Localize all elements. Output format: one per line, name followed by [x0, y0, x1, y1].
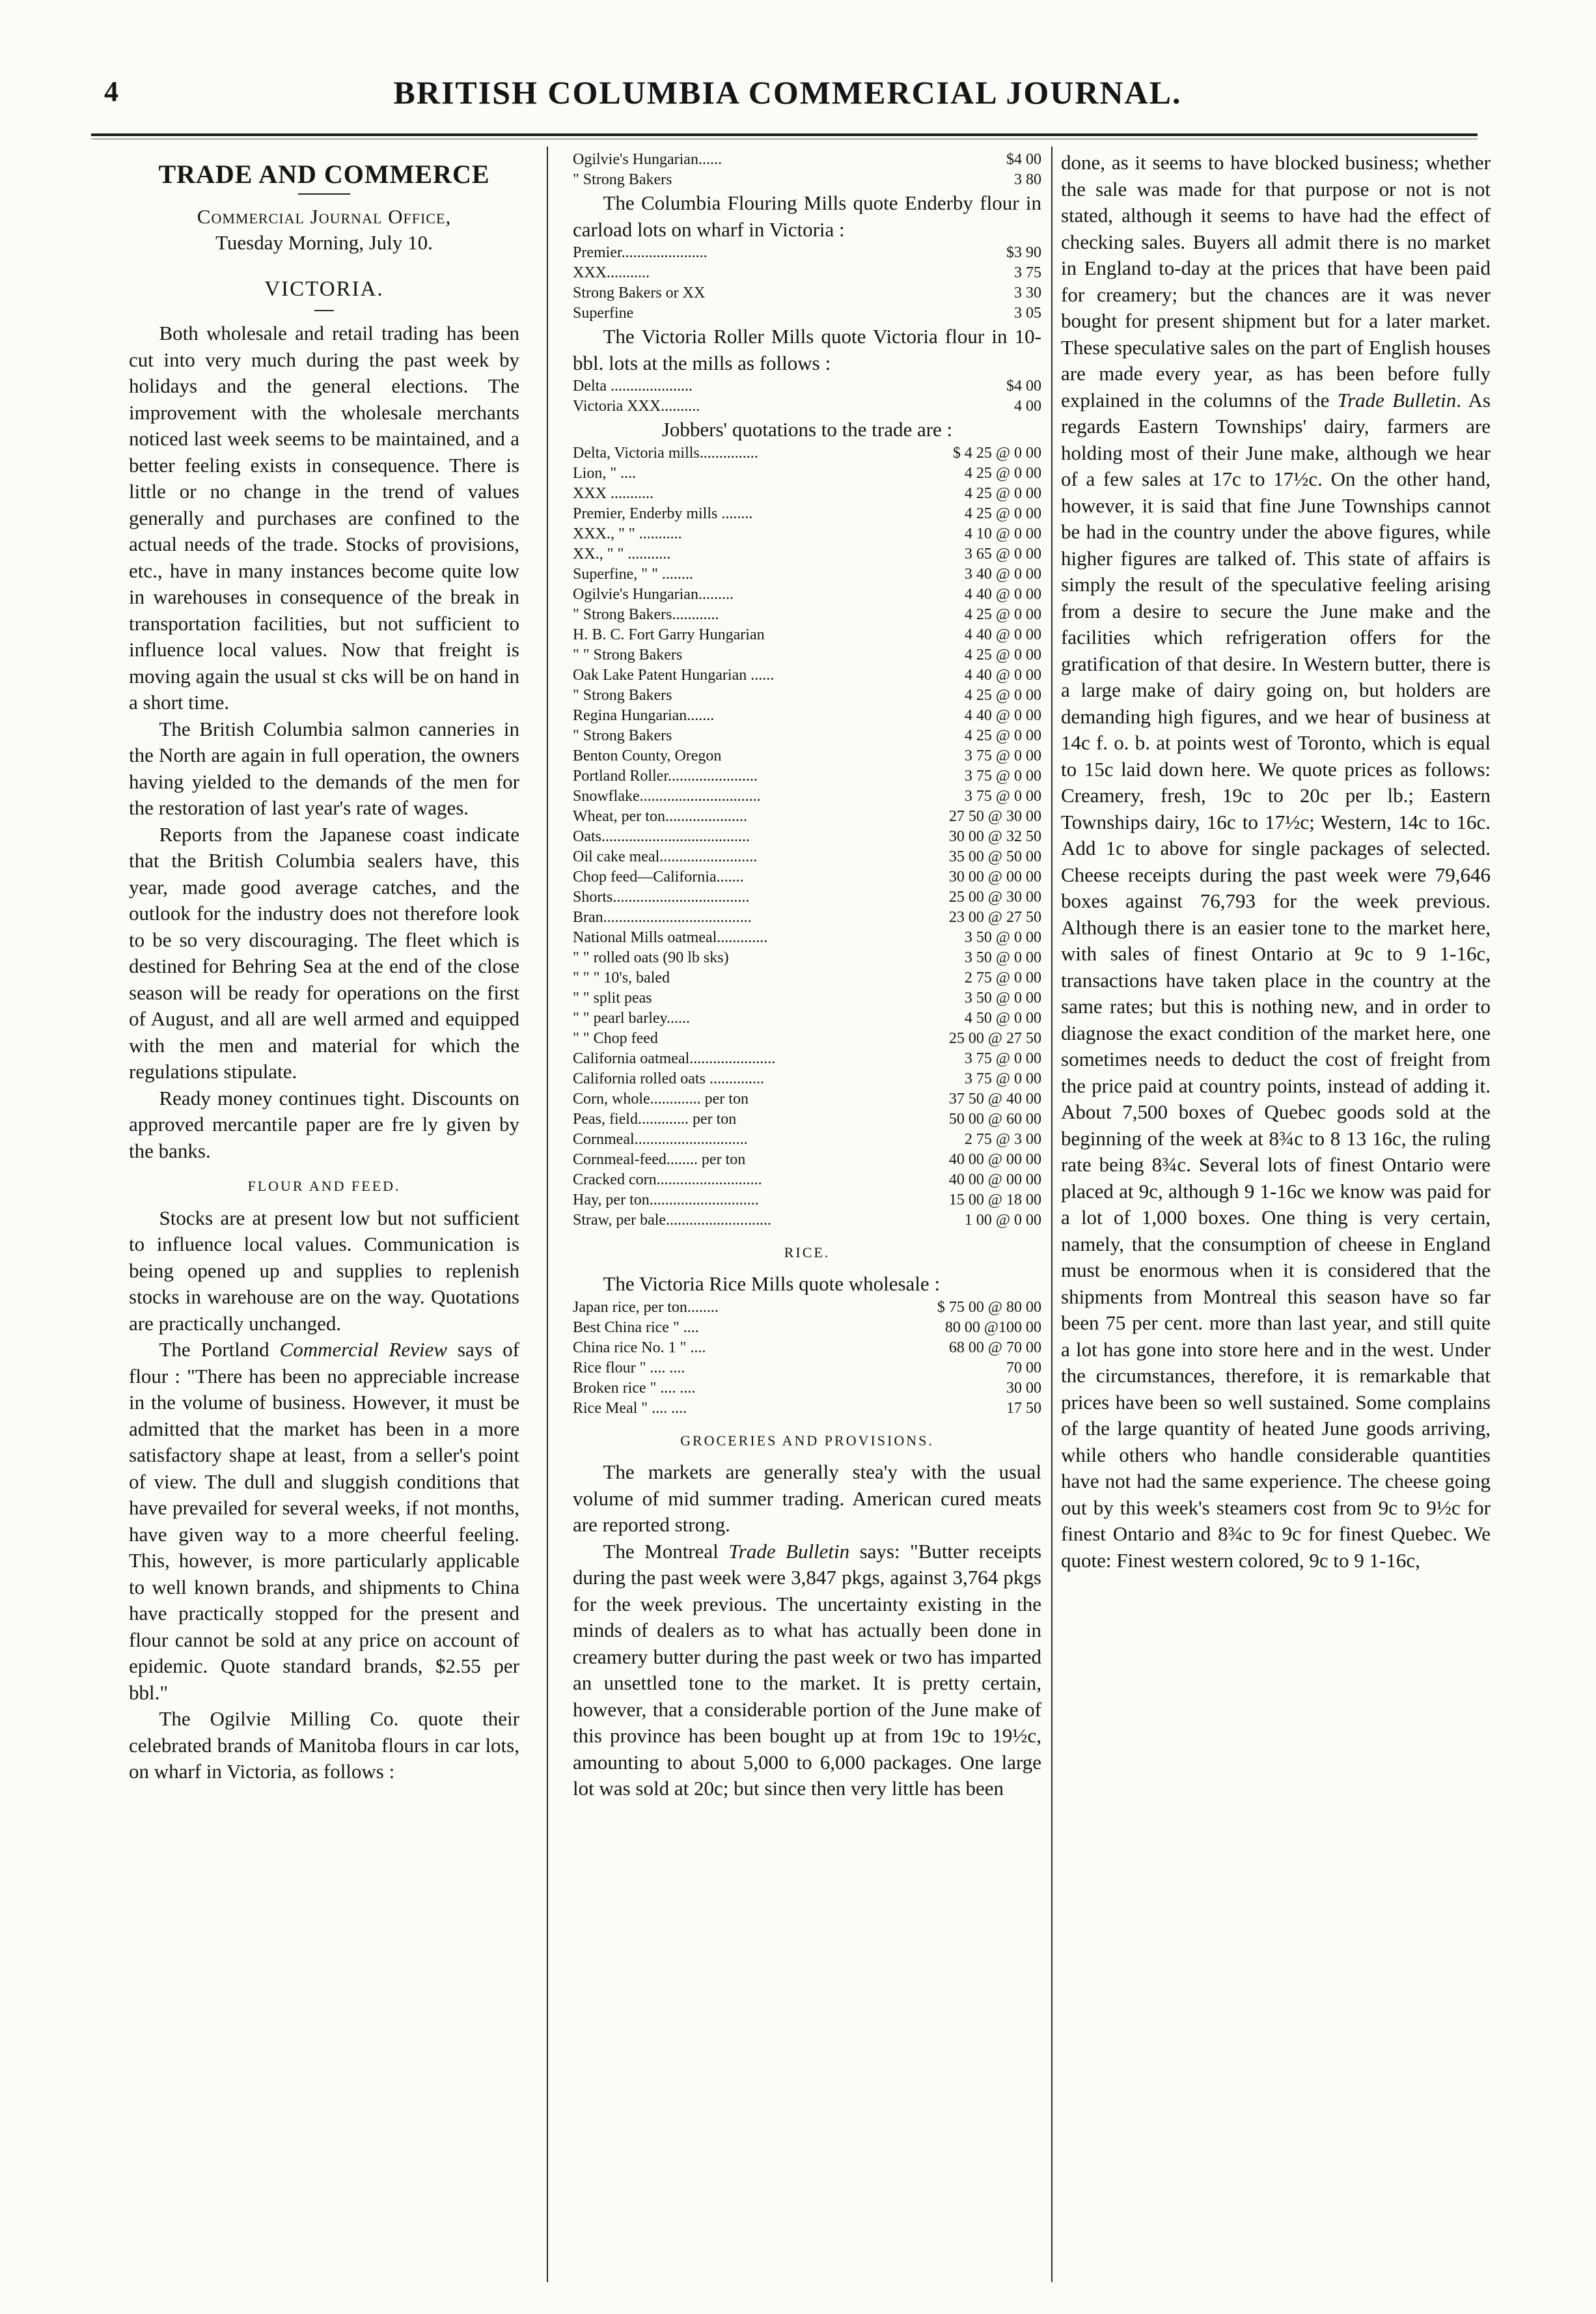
paragraph: Stocks are at present low but not sufficient to influence local values. Communication is being opened up and supplies to replenish stocks in warehouse are on the way. Quotations are practically unchanged. [129, 1206, 519, 1335]
item-price: 35 00 @ 50 00 [948, 848, 1041, 865]
item-name: XXX ........... [573, 484, 654, 502]
item-name: Portland Roller....................... [573, 767, 758, 785]
text-span: done, as it seems to have blocked business; whether the sale was made for that purpose or not is not stated, although it seems to have had the effect of checking sales. Buyers all admit there is no market in England to-day at the prices that have been paid for creamery; but the chances are it was never bought for present shipment but for a later market. These speculative sales on the part of English houses are made every year, as has been before fully explained in the columns of the [1061, 151, 1491, 411]
price-row [573, 948, 1041, 968]
item-name: Oil cake meal......................... [573, 848, 758, 865]
item-price: $4 00 [1006, 378, 1041, 395]
publication-name: Trade Bulletin [1337, 388, 1457, 411]
item-name: " " pearl barley...... [573, 1009, 690, 1027]
item-price: 3 50 @ 0 00 [964, 928, 1041, 946]
item-name: Straw, per bale........................... [573, 1211, 772, 1229]
item-price: $ 4 25 @ 0 00 [952, 444, 1041, 462]
price-row [573, 283, 1041, 303]
paragraph: The British Columbia salmon canneries in the North are again in full operation, the owners having yielded to the demands of the men for the restoration of last year's rate of wages. [129, 717, 519, 819]
price-row [573, 807, 1041, 827]
paragraph: The Victoria Roller Mills quote Victoria flour in 10-bbl. lots at the mills as follows : [573, 325, 1041, 374]
price-row [573, 565, 1041, 585]
item-name: Delta, Victoria mills............... [573, 444, 758, 462]
price-row [573, 263, 1041, 283]
price-row [573, 1358, 1041, 1378]
item-price: 40 00 @ 00 00 [948, 1171, 1041, 1188]
item-price: 4 40 @ 0 00 [964, 706, 1041, 724]
item-name: Strong Bakers or XX [573, 285, 706, 301]
item-price: 4 25 @ 0 00 [964, 646, 1041, 663]
price-row [573, 787, 1041, 807]
price-table-roller [573, 376, 1041, 417]
text-span: . As regards Eastern Townships' dairy, farmers are holding most of their June make, although we hear of a few sales at 17c to 17½c. On the other hand, however, it is said that fine June Townships cannot be had in the country under the above figures, while higher figures are talked of. This state of affairs is simply the result of the speculative feeling arising from a desire to secure the June make and the facilities which refrigeration offers for the gratification of that desire. In Western butter, there is a large make of dairy going on, but holders are demanding high figures, and we hear of business at 14c f. o. b. at points west of Toronto, which is equal to 15c laid down here. We quote prices as follows: Creamery, fresh, 19c to 20c per lb.; Eastern Townships dairy, 16c to 17½c; Western, 14c to 16c. Add 1c to above for single packages of selected. Cheese receipts during the past week were 79,646 boxes against 76,793 for the week previous. Although there is an easier tone to the market here, with sales of finest Ontario at 9c to 9 1-16c, transactions have taken place in the country at the same rates; but this is nothing new, and in order to diagnose the exact condition of the market here, one sometimes needs to deduct the cost of freight from the price paid at country points, instead of adding it. About 7,500 boxes of Quebec goods sold at the beginning of the week at 8¾c to 8 13 16c, the ruling rate being 8¾c. Several lots of finest Ontario were placed at 9c, although 9 1-16c we know was paid for a lot of 1,000 boxes. One thing is very certain, namely, that the consumption of cheese in England must be enormous when it is considered that the shipments from Montreal this season have so far been 75 per cent. more than last year, and still quite a lot has gone into store here and in the west. Under the circumstances, therefore, it is remarkable that prices have been so well sustained. Some complains of the large quantity of heated June goods arriving, while others who handle considerable quantities have not had the same experience. The cheese going out by this week's steamers cost from 9c to 9½c for finest Ontario and 8¾c to 9c for finest Quebec. We quote: Finest western colored, 9c to 9 1-16c, [1061, 388, 1491, 1572]
item-name: " " rolled oats (90 lb sks) [573, 949, 729, 966]
column-2 [573, 150, 1041, 2279]
price-table-ogilvie [573, 150, 1041, 190]
item-price: 4 40 @ 0 00 [964, 626, 1041, 643]
item-name: Cornmeal............................. [573, 1130, 748, 1148]
item-price: 3 80 [1014, 171, 1041, 188]
item-price: 27 50 @ 30 00 [948, 807, 1041, 825]
text-span: The Montreal [603, 1539, 729, 1563]
item-price: 3 75 @ 0 00 [964, 1070, 1041, 1087]
price-row [573, 170, 1041, 190]
office-line: Commercial Journal Office, [197, 204, 452, 228]
subheading-groceries: GROCERIES AND PROVISIONS. [680, 1432, 934, 1449]
price-row [573, 726, 1041, 746]
heading-rule [298, 193, 350, 195]
item-name: Japan rice, per ton........ [573, 1298, 719, 1316]
item-price: 3 75 @ 0 00 [964, 767, 1041, 785]
item-name: Bran...................................... [573, 908, 752, 926]
item-price: 4 25 @ 0 00 [964, 686, 1041, 704]
item-price: 3 75 [1014, 264, 1041, 281]
item-name: National Mills oatmeal............. [573, 928, 768, 946]
item-name: Corn, whole............. per ton [573, 1090, 749, 1108]
item-price: 15 00 @ 18 00 [948, 1191, 1041, 1208]
column-divider-1 [547, 146, 548, 2282]
item-price: 1 00 @ 0 00 [964, 1211, 1041, 1229]
item-price: 4 40 @ 0 00 [964, 666, 1041, 684]
paragraph: The markets are generally stea'y with the usual volume of mid summer trading. American cured meats are reported strong. [573, 1460, 1041, 1536]
paragraph [573, 1539, 1041, 1802]
price-row [573, 1069, 1041, 1089]
price-row [573, 1190, 1041, 1210]
item-name: " Strong Bakers............ [573, 606, 719, 623]
price-row [573, 443, 1041, 464]
price-table-jobbers [573, 443, 1041, 1231]
price-row [573, 1130, 1041, 1150]
price-row [573, 303, 1041, 324]
item-name: Superfine, " " ........ [573, 565, 693, 583]
item-name: Chop feed—California....... [573, 868, 744, 885]
item-price: $4 00 [1006, 151, 1041, 168]
item-name: Cracked corn........................... [573, 1171, 762, 1188]
item-price: 25 00 @ 30 00 [948, 888, 1041, 906]
price-row [573, 150, 1041, 170]
item-name: XXX........... [573, 264, 650, 281]
item-price: 3 50 @ 0 00 [964, 949, 1041, 966]
price-row [573, 665, 1041, 686]
price-row [573, 585, 1041, 605]
price-row [573, 766, 1041, 787]
price-row [573, 867, 1041, 887]
item-name: Benton County, Oregon [573, 747, 722, 764]
item-name: Ogilvie's Hungarian......... [573, 585, 734, 603]
item-price: 4 25 @ 0 00 [964, 484, 1041, 502]
item-name: Best China rice " .... [573, 1318, 699, 1336]
item-name: Oak Lake Patent Hungarian ...... [573, 666, 775, 684]
price-row [573, 1150, 1041, 1170]
item-name: Broken rice " .... .... [573, 1379, 696, 1397]
price-row [573, 625, 1041, 645]
item-price: 3 75 @ 0 00 [964, 747, 1041, 764]
column-divider-2 [1051, 146, 1053, 2282]
item-price: 4 10 @ 0 00 [964, 525, 1041, 542]
column-3 [1061, 150, 1491, 2279]
item-name: " " Chop feed [573, 1029, 658, 1047]
price-row [573, 1089, 1041, 1109]
price-row [573, 376, 1041, 397]
item-price: 4 25 @ 0 00 [964, 606, 1041, 623]
item-price: 3 50 @ 0 00 [964, 989, 1041, 1007]
price-row [573, 504, 1041, 524]
item-name: California rolled oats .............. [573, 1070, 764, 1087]
price-row [573, 1170, 1041, 1190]
price-row [573, 1109, 1041, 1130]
text-span: The Portland [159, 1338, 280, 1361]
item-name: Peas, field............. per ton [573, 1110, 737, 1128]
price-row [573, 847, 1041, 867]
place-rule [314, 310, 334, 311]
price-row [573, 827, 1041, 847]
journal-title: BRITISH COLUMBIA COMMERCIAL JOURNAL. [393, 74, 1182, 111]
item-price: 4 25 @ 0 00 [964, 464, 1041, 482]
item-price: 30 00 @ 32 50 [948, 828, 1041, 845]
item-price: 70 00 [1006, 1359, 1041, 1376]
price-row [573, 1378, 1041, 1399]
paragraph [129, 1337, 519, 1706]
item-price: 37 50 @ 40 00 [948, 1090, 1041, 1108]
paragraph: The Victoria Rice Mills quote wholesale : [603, 1272, 941, 1295]
item-name: Lion, " .... [573, 464, 637, 482]
price-table-columbia [573, 243, 1041, 324]
item-name: Hay, per ton............................ [573, 1191, 759, 1208]
item-name: Victoria XXX.......... [573, 398, 700, 415]
item-name: " Strong Bakers [573, 686, 672, 704]
item-price: 30 00 @ 00 00 [948, 868, 1041, 885]
item-name: XX., " " ........... [573, 545, 671, 563]
item-price: 2 75 @ 3 00 [964, 1130, 1041, 1148]
item-price: 3 40 @ 0 00 [964, 565, 1041, 583]
paragraph: The Ogilvie Milling Co. quote their celebrated brands of Manitoba flours in car lots, on wharf in Victoria, as follows : [129, 1707, 519, 1783]
paragraph: Jobbers' quotations to the trade are : [661, 418, 953, 441]
text-span: says of flour : "There has been no appreciable increase in the volume of business. However, it must be admitted that the market has been in a more satisfactory shape at least, from a seller's point of view. The dull and sluggish conditions that have prevailed for several weeks, if not months, have given way to a more cheerful feeling. This, however, is more particularly applicable to well known brands, and shipments to China have practically stopped for the present and flour cannot be sold at any price on account of epidemic. Quote standard brands, $2.55 per bbl." [129, 1338, 519, 1704]
item-name: Oats...................................... [573, 828, 750, 845]
item-price: 4 50 @ 0 00 [964, 1009, 1041, 1027]
price-table-rice [573, 1298, 1041, 1419]
item-price: 4 00 [1014, 398, 1041, 415]
item-price: 4 25 @ 0 00 [964, 727, 1041, 744]
item-price: $ 75 00 @ 80 00 [937, 1298, 1041, 1316]
paragraph: Ready money continues tight. Discounts on approved mercantile paper are fre ly given by the banks. [129, 1086, 519, 1162]
price-row [573, 1210, 1041, 1231]
page-number: 4 [104, 76, 118, 107]
price-row [573, 968, 1041, 988]
item-name: Ogilvie's Hungarian...... [573, 151, 722, 168]
item-price: 2 75 @ 0 00 [964, 969, 1041, 986]
price-row [573, 484, 1041, 504]
price-row [573, 605, 1041, 625]
publication-name: Trade Bulletin [728, 1539, 850, 1563]
item-price: $3 90 [1006, 244, 1041, 261]
item-price: 50 00 @ 60 00 [948, 1110, 1041, 1128]
item-price: 25 00 @ 27 50 [948, 1029, 1041, 1047]
price-row [573, 645, 1041, 665]
price-row [573, 1009, 1041, 1029]
item-price: 68 00 @ 70 00 [948, 1339, 1041, 1356]
item-price: 3 05 [1014, 305, 1041, 322]
price-row [573, 746, 1041, 766]
text-span: says: "Butter receipts during the past week were 3,847 pkgs, against 3,764 pkgs for the week previous. The uncertainty existing in the minds of dealers as to what has actually been done in creamery butter during the past week or two has imparted an unsettled tone to the market. It is pretty certain, however, that a considerable portion of the June make of this province has been bought up at from 19c to 19½c, amounting to about 5,000 to 6,000 packages. One large lot was sold at 20c; but since then very little has been [573, 1539, 1041, 1800]
column-1 [129, 150, 519, 2279]
price-row [573, 1049, 1041, 1069]
header-rule [91, 133, 1478, 136]
price-row [573, 464, 1041, 484]
price-row [573, 1298, 1041, 1318]
price-row [573, 988, 1041, 1009]
item-name: H. B. C. Fort Garry Hungarian [573, 626, 765, 643]
item-price: 4 40 @ 0 00 [964, 585, 1041, 603]
price-row [573, 887, 1041, 908]
place-heading: VICTORIA. [264, 277, 384, 301]
item-name: China rice No. 1 " .... [573, 1339, 706, 1356]
price-row [573, 686, 1041, 706]
item-name: " Strong Bakers [573, 727, 672, 744]
item-name: " " Strong Bakers [573, 646, 683, 663]
item-name: XXX., " " ........... [573, 525, 682, 542]
item-price: 17 50 [1006, 1399, 1041, 1417]
item-name: Shorts................................... [573, 888, 750, 906]
price-row [573, 397, 1041, 417]
item-name: Delta ..................... [573, 378, 693, 395]
price-row [573, 243, 1041, 263]
price-row [573, 1029, 1041, 1049]
paragraph: Reports from the Japanese coast indicate that the British Columbia sealers have, this year, made good average catches, and the outlook for the industry does not therefore look to be so very discouraging. The fleet which is destined for Behring Sea at the end of the close season will be ready for operations on the first of August, and all are well armed and equipped with the men and material for which the regulations stipulate. [129, 822, 519, 1083]
item-name: Wheat, per ton..................... [573, 807, 747, 825]
price-row [573, 706, 1041, 726]
price-row [573, 908, 1041, 928]
item-name: California oatmeal...................... [573, 1050, 776, 1067]
item-name: Premier...................... [573, 244, 708, 261]
item-price: 3 65 @ 0 00 [964, 545, 1041, 563]
item-price: 3 75 @ 0 00 [964, 1050, 1041, 1067]
item-name: " " split peas [573, 989, 652, 1007]
price-row [573, 928, 1041, 948]
subheading-rice: RICE. [784, 1244, 831, 1261]
item-price: 80 00 @100 00 [944, 1318, 1041, 1336]
item-name: Rice Meal " .... .... [573, 1399, 687, 1417]
item-price: 3 30 [1014, 285, 1041, 301]
item-name: Cornmeal-feed........ per ton [573, 1150, 746, 1168]
paragraph [1061, 150, 1491, 1574]
item-price: 4 25 @ 0 00 [964, 505, 1041, 522]
publication-name: Commercial Review [279, 1338, 448, 1361]
page-header [98, 68, 1478, 133]
item-name: Superfine [573, 305, 634, 322]
section-heading: TRADE AND COMMERCE [158, 160, 490, 189]
price-row [573, 544, 1041, 565]
item-name: Snowflake............................... [573, 787, 761, 805]
subheading-flour-feed: FLOUR AND FEED. [247, 1178, 401, 1194]
price-row [573, 1318, 1041, 1338]
paragraph: Both wholesale and retail trading has been cut into very much during the past week by holidays and the general elections. The improvement with the wholesale merchants noticed last week seems to be maintained, and a better feeling exists in consequence. There is little or no change in the trend of values generally and purchases are confined to the actual needs of the trade. Stocks of provisions, etc., have in many instances become quite low in warehouses in consequence of the break in transportation facilities, but not sufficient to influence local values. Now that freight is moving again the usual st cks will be on hand in a short time. [129, 322, 519, 714]
dateline: Tuesday Morning, July 10. [215, 231, 433, 254]
item-name: Regina Hungarian....... [573, 706, 715, 724]
item-name: Rice flour " .... .... [573, 1359, 685, 1376]
paragraph: The Columbia Flouring Mills quote Enderby flour in carload lots on wharf in Victoria : [573, 191, 1041, 241]
price-row [573, 1338, 1041, 1358]
item-name: Premier, Enderby mills ........ [573, 505, 753, 522]
item-name: " " " 10's, baled [573, 969, 670, 986]
item-price: 30 00 [1006, 1379, 1041, 1397]
price-row [573, 524, 1041, 544]
item-price: 3 75 @ 0 00 [964, 787, 1041, 805]
item-price: 23 00 @ 27 50 [948, 908, 1041, 926]
item-price: 40 00 @ 00 00 [948, 1150, 1041, 1168]
price-row [573, 1399, 1041, 1419]
item-name: " Strong Bakers [573, 171, 672, 188]
